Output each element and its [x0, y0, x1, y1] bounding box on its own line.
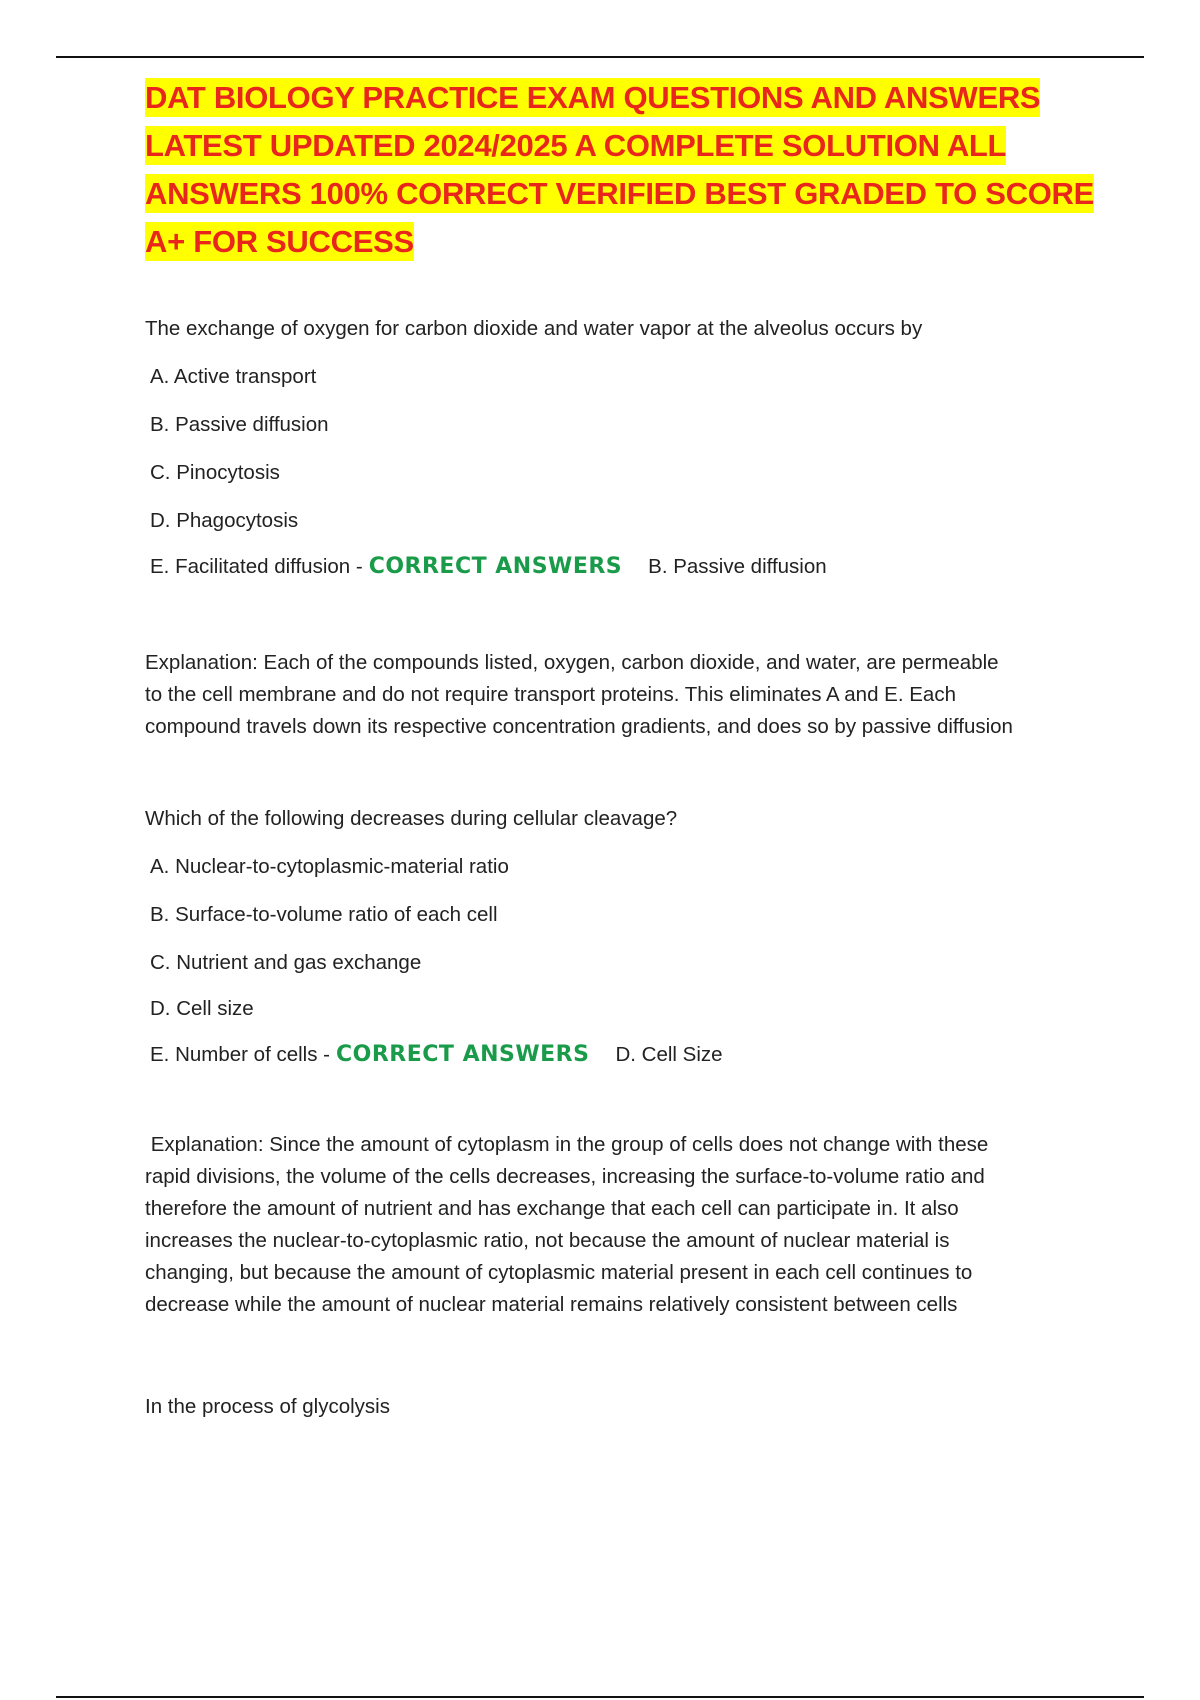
correct-answer: B. Passive diffusion	[648, 555, 827, 578]
title-line-2: LATEST UPDATED 2024/2025 A COMPLETE SOLUTION ALL	[145, 128, 1007, 163]
explanation	[145, 647, 1105, 743]
option-e: E. Facilitated diffusion -	[150, 555, 363, 578]
option-c: C. Pinocytosis	[150, 461, 280, 484]
correct-answers-label: CORRECT ANSWERS	[368, 554, 623, 579]
top-rule	[56, 56, 1144, 58]
question-block-1	[145, 315, 1105, 743]
explanation	[145, 1129, 1105, 1321]
title-line-1: DAT BIOLOGY PRACTICE EXAM QUESTIONS AND ANSWERS	[145, 80, 1041, 115]
question-block-2	[145, 805, 1105, 1321]
title-line-4: A+ FOR SUCCESS	[145, 224, 414, 259]
option-d: D. Cell size	[150, 997, 254, 1020]
title-line-3: ANSWERS 100% CORRECT VERIFIED BEST GRADED TO SCORE	[145, 176, 1095, 211]
explanation-line: rapid divisions, the volume of the cells decreases, increasing the surface-to-volume ratio and	[145, 1165, 985, 1188]
option-d: D. Phagocytosis	[150, 509, 299, 532]
option-b: B. Passive diffusion	[150, 413, 329, 436]
explanation-line: Explanation: Since the amount of cytoplasm in the group of cells does not change with these	[145, 1133, 989, 1156]
explanation-line: to the cell membrane and do not require transport proteins. This eliminates A and E. Each	[145, 683, 956, 706]
explanation-line: decrease while the amount of nuclear material remains relatively consistent between cells	[145, 1293, 958, 1316]
correct-answers-label: CORRECT ANSWERS	[336, 1042, 590, 1067]
option-b: B. Surface-to-volume ratio of each cell	[150, 903, 498, 926]
question-text: In the process of glycolysis	[145, 1395, 390, 1418]
option-a: A. Nuclear-to-cytoplasmic-material ratio	[150, 855, 509, 878]
answer-line	[145, 1041, 1105, 1069]
option-e: E. Number of cells -	[150, 1043, 330, 1066]
bottom-rule	[56, 1696, 1144, 1698]
explanation-line: changing, but because the amount of cytoplasmic material present in each cell continues to	[145, 1261, 973, 1284]
question-text: Which of the following decreases during cellular cleavage?	[145, 807, 678, 830]
explanation-line: therefore the amount of nutrient and has exchange that each cell can participate in. It also	[145, 1197, 959, 1220]
explanation-line: Explanation: Each of the compounds listed, oxygen, carbon dioxide, and water, are permeable	[145, 651, 999, 674]
explanation-line: compound travels down its respective concentration gradients, and does so by passive diffusion	[145, 715, 1013, 738]
correct-answer: D. Cell Size	[615, 1043, 723, 1066]
document-body	[145, 74, 1105, 1421]
option-a: A. Active transport	[150, 365, 317, 388]
document-title	[145, 74, 1105, 266]
answer-line	[145, 553, 1105, 581]
option-c: C. Nutrient and gas exchange	[150, 951, 422, 974]
explanation-line: increases the nuclear-to-cytoplasmic ratio, not because the amount of nuclear material is	[145, 1229, 950, 1252]
question-block-3	[145, 1393, 1105, 1421]
question-text: The exchange of oxygen for carbon dioxide and water vapor at the alveolus occurs by	[145, 317, 923, 340]
